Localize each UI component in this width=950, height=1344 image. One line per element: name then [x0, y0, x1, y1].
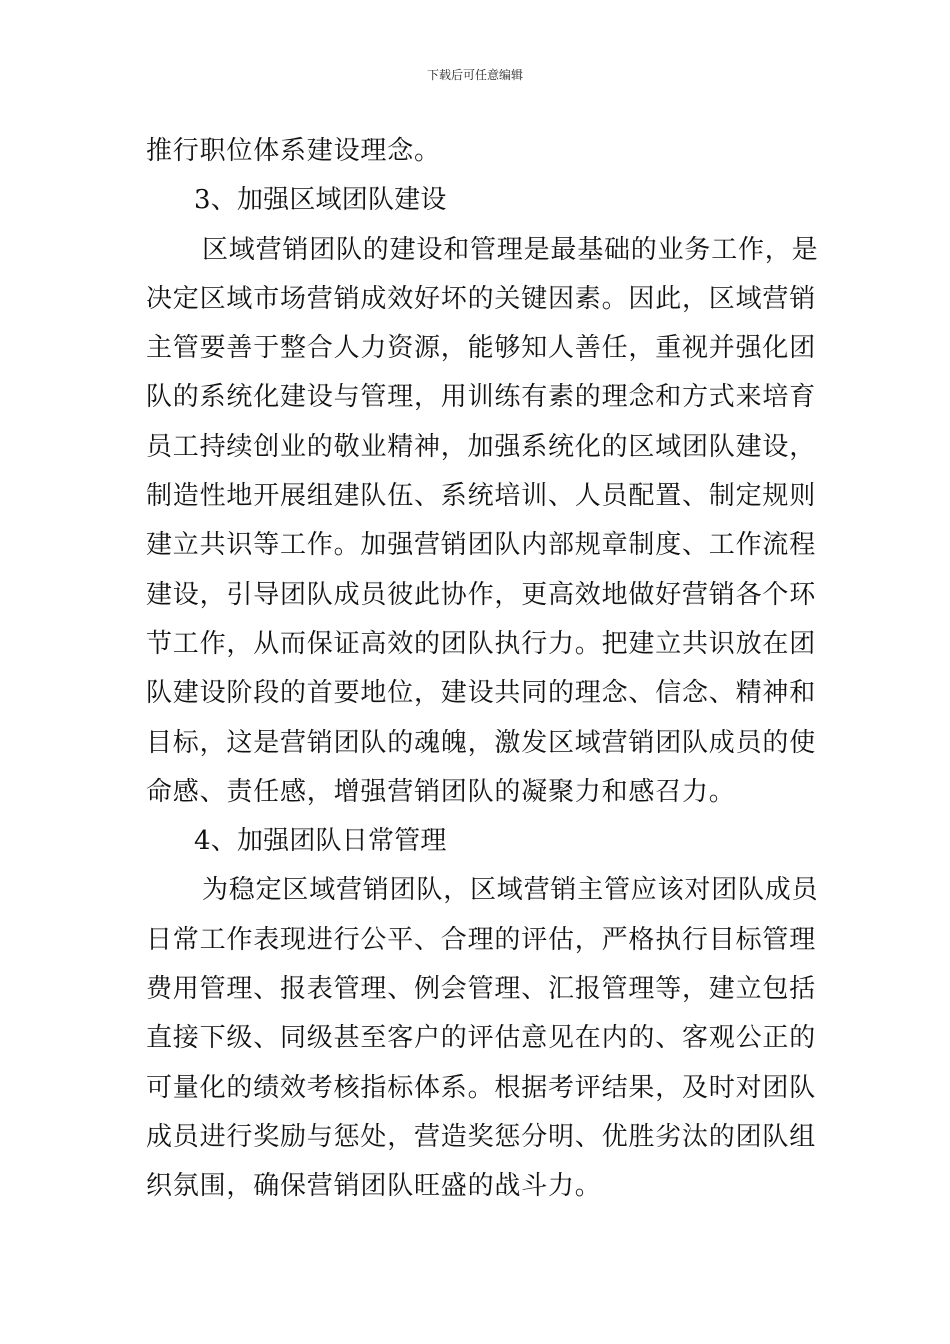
paragraph-line: 建设，引导团队成员彼此协作，更高效地做好营销各个环 — [146, 579, 817, 610]
section-heading: 4、加强团队日常管理 — [194, 826, 447, 857]
paragraph-line: 主管要善于整合人力资源，能够知人善任，重视并强化团 — [146, 333, 817, 364]
paragraph-line: 建立共识等工作。加强营销团队内部规章制度、工作流程 — [146, 530, 817, 561]
section-heading: 3、加强区域团队建设 — [194, 185, 447, 216]
paragraph-line: 可量化的绩效考核指标体系。根据考评结果，及时对团队 — [146, 1072, 817, 1103]
page-header: 下载后可任意编辑 — [426, 68, 523, 82]
paragraph-line: 目标，这是营销团队的魂魄，激发区域营销团队成员的使 — [146, 727, 817, 758]
paragraph-line: 直接下级、同级甚至客户的评估意见在内的、客观公正的 — [146, 1023, 817, 1054]
paragraph-line: 织氛围，确保营销团队旺盛的战斗力。 — [146, 1171, 602, 1202]
paragraph-line: 员工持续创业的敬业精神，加强系统化的区域团队建设， — [146, 431, 817, 462]
paragraph-line: 推行职位体系建设理念。 — [146, 136, 441, 166]
paragraph-line: 成员进行奖励与惩处，营造奖惩分明、优胜劣汰的团队组 — [146, 1121, 817, 1152]
paragraph-line: 节工作，从而保证高效的团队执行力。把建立共识放在团 — [146, 628, 817, 659]
paragraph-line: 命感、责任感，增强营销团队的凝聚力和感召力。 — [146, 776, 736, 807]
paragraph-line: 制造性地开展组建队伍、系统培训、人员配置、制定规则 — [146, 481, 817, 512]
paragraph-line: 为稳定区域营销团队，区域营销主管应该对团队成员 — [202, 875, 819, 906]
paragraph-line: 队建设阶段的首要地位，建设共同的理念、信念、精神和 — [146, 678, 817, 709]
paragraph-line: 费用管理、报表管理、例会管理、汇报管理等，建立包括 — [146, 974, 817, 1005]
paragraph-line: 决定区域市场营销成效好坏的关键因素。因此，区域营销 — [146, 283, 817, 314]
paragraph-line: 日常工作表现进行公平、合理的评估，严格执行目标管理 — [146, 924, 817, 955]
paragraph-line: 区域营销团队的建设和管理是最基础的业务工作，是 — [202, 234, 819, 265]
paragraph-line: 队的系统化建设与管理，用训练有素的理念和方式来培育 — [146, 382, 817, 413]
body-text — [146, 127, 819, 1212]
